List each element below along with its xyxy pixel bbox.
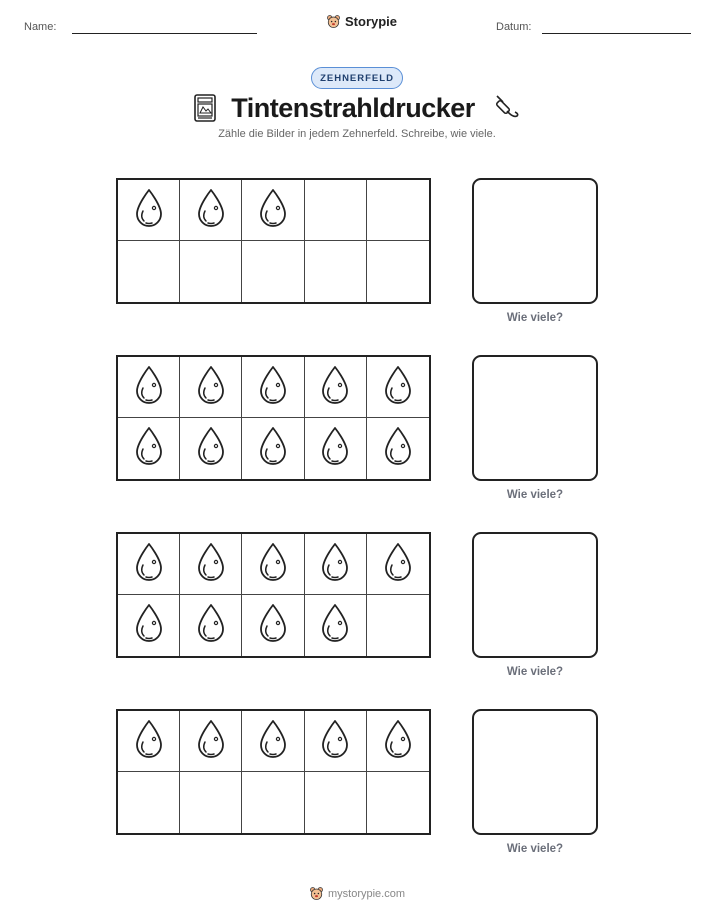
how-many-label-4: Wie viele?: [506, 843, 564, 855]
ink-drop-icon: [195, 718, 227, 765]
frame-cell: [367, 534, 429, 595]
frame-cell: [118, 180, 180, 241]
frame-cell: [367, 711, 429, 772]
frame-cell: [242, 180, 304, 241]
page-title: Tintenstrahldrucker: [231, 92, 475, 123]
storypie-bear-icon: [309, 886, 324, 901]
frame-cell: [242, 772, 304, 833]
ink-drop-icon: [257, 364, 289, 411]
frame-cell: [367, 595, 429, 656]
brand-logo: [326, 14, 397, 29]
ink-pen-icon: [489, 92, 521, 124]
ink-drop-icon: [195, 187, 227, 234]
answer-box-3[interactable]: [472, 532, 598, 658]
frame-cell: [180, 357, 242, 418]
ten-frame-2: [116, 355, 431, 481]
date-line[interactable]: [542, 33, 691, 34]
ink-drop-icon: [257, 425, 289, 472]
topic-badge: ZEHNERFELD: [311, 67, 403, 89]
ink-drop-icon: [382, 425, 414, 472]
frame-cell: [242, 595, 304, 656]
ink-drop-icon: [319, 364, 351, 411]
frame-cell: [242, 534, 304, 595]
ink-drop-icon: [133, 187, 165, 234]
frame-cell: [118, 418, 180, 479]
how-many-label-1: Wie viele?: [506, 312, 564, 324]
footer-url: mystorypie.com: [327, 887, 406, 900]
ink-drop-icon: [195, 541, 227, 588]
answer-box-1[interactable]: [472, 178, 598, 304]
ink-drop-icon: [319, 718, 351, 765]
frame-cell: [242, 418, 304, 479]
ink-drop-icon: [195, 602, 227, 649]
ink-drop-icon: [319, 602, 351, 649]
frame-cell: [305, 241, 367, 302]
ink-drop-icon: [195, 425, 227, 472]
frame-cell: [118, 772, 180, 833]
ten-frame-1: [116, 178, 431, 304]
frame-cell: [367, 418, 429, 479]
frame-cell: [118, 241, 180, 302]
how-many-label-2: Wie viele?: [506, 489, 564, 501]
ink-drop-icon: [382, 541, 414, 588]
frame-cell: [367, 241, 429, 302]
frame-cell: [118, 711, 180, 772]
name-label: Name:: [24, 21, 57, 33]
ink-drop-icon: [195, 364, 227, 411]
brand-name: Storypie: [345, 14, 398, 29]
ink-drop-icon: [257, 541, 289, 588]
frame-cell: [367, 180, 429, 241]
answer-box-4[interactable]: [472, 709, 598, 835]
frame-cell: [118, 595, 180, 656]
frame-cell: [367, 772, 429, 833]
frame-cell: [180, 180, 242, 241]
frame-cell: [180, 772, 242, 833]
frame-cell: [305, 711, 367, 772]
ink-drop-icon: [133, 364, 165, 411]
frame-cell: [305, 772, 367, 833]
frame-cell: [305, 595, 367, 656]
name-line[interactable]: [72, 33, 257, 34]
frame-cell: [242, 711, 304, 772]
frame-cell: [242, 241, 304, 302]
frame-cell: [367, 357, 429, 418]
ink-drop-icon: [133, 718, 165, 765]
ten-frame-4: [116, 709, 431, 835]
frame-cell: [242, 357, 304, 418]
frame-cell: [180, 534, 242, 595]
ink-drop-icon: [133, 425, 165, 472]
frame-cell: [118, 357, 180, 418]
answer-box-2[interactable]: [472, 355, 598, 481]
footer: [0, 886, 714, 901]
frame-cell: [305, 180, 367, 241]
frame-cell: [118, 534, 180, 595]
printer-icon: [193, 93, 217, 123]
ink-drop-icon: [133, 602, 165, 649]
frame-cell: [180, 711, 242, 772]
ink-drop-icon: [257, 602, 289, 649]
frame-cell: [305, 534, 367, 595]
ink-drop-icon: [257, 718, 289, 765]
frame-cell: [180, 595, 242, 656]
storypie-bear-icon: [326, 14, 341, 29]
frame-cell: [305, 418, 367, 479]
frame-cell: [180, 418, 242, 479]
ink-drop-icon: [319, 425, 351, 472]
how-many-label-3: Wie viele?: [506, 666, 564, 678]
instructions: Zähle die Bilder in jedem Zehnerfeld. Schreibe, wie viele.: [218, 128, 496, 140]
date-label: Datum:: [496, 21, 532, 33]
title-row: [0, 90, 714, 126]
ink-drop-icon: [257, 187, 289, 234]
ink-drop-icon: [319, 541, 351, 588]
ink-drop-icon: [382, 364, 414, 411]
ink-drop-icon: [382, 718, 414, 765]
frame-cell: [305, 357, 367, 418]
ten-frame-3: [116, 532, 431, 658]
frame-cell: [180, 241, 242, 302]
ink-drop-icon: [133, 541, 165, 588]
